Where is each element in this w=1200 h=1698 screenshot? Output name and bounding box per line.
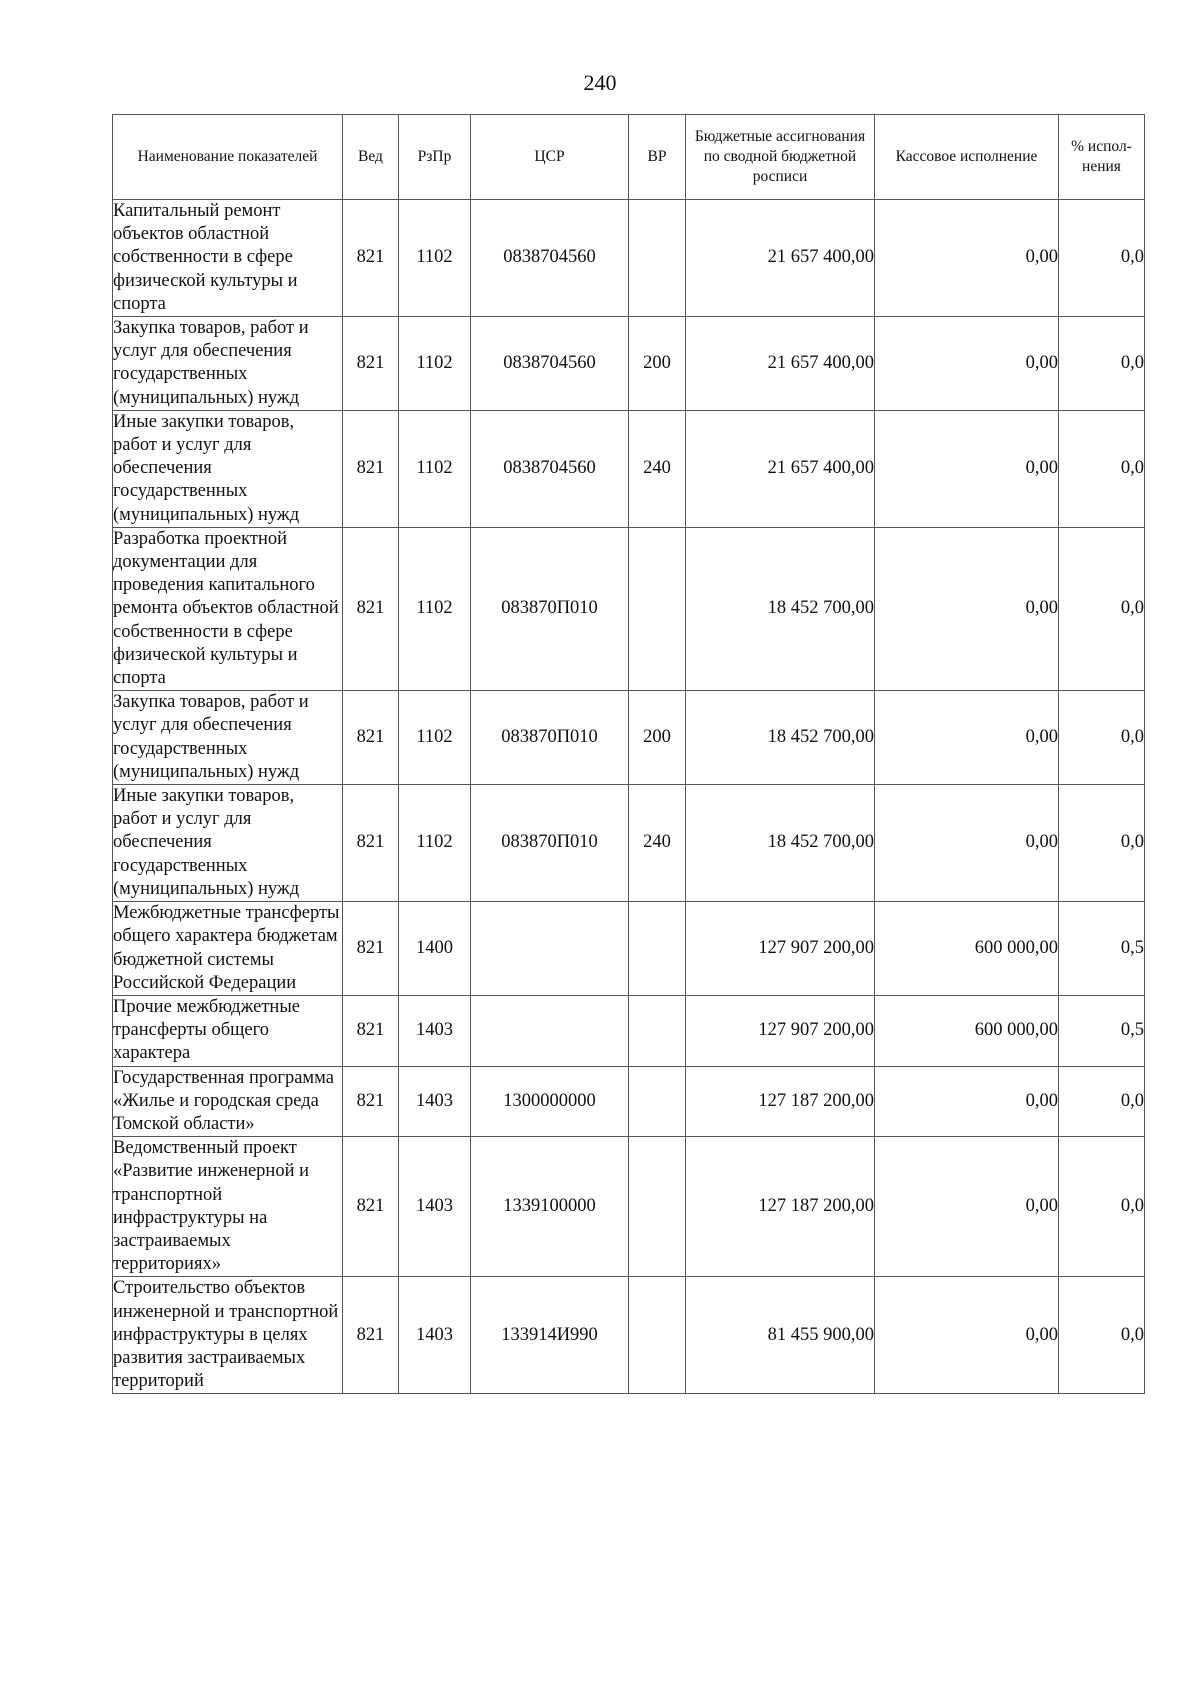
row-budget: 81 455 900,00 <box>686 1277 875 1394</box>
row-vr: 240 <box>629 410 686 527</box>
row-name: Прочие межбюджетные трансферты общего характера <box>113 995 343 1066</box>
row-rzpr: 1102 <box>399 317 471 411</box>
row-vr: 240 <box>629 785 686 902</box>
row-csr: 0838704560 <box>471 200 629 317</box>
row-ved: 821 <box>343 691 399 785</box>
row-name: Закупка товаров, работ и услуг для обеспечения государственных (муниципальных) нужд <box>113 691 343 785</box>
row-name: Государственная программа «Жилье и городская среда Томской области» <box>113 1066 343 1137</box>
row-percent: 0,0 <box>1059 317 1145 411</box>
row-csr: 1300000000 <box>471 1066 629 1137</box>
row-ved: 821 <box>343 1066 399 1137</box>
row-percent: 0,0 <box>1059 1137 1145 1277</box>
row-vr: 200 <box>629 317 686 411</box>
table-row <box>113 200 1145 317</box>
row-ved: 821 <box>343 995 399 1066</box>
row-vr <box>629 902 686 996</box>
table-row <box>113 785 1145 902</box>
row-ved: 821 <box>343 527 399 690</box>
budget-execution-table <box>112 114 1145 1394</box>
row-budget: 18 452 700,00 <box>686 691 875 785</box>
row-csr: 083870П010 <box>471 691 629 785</box>
row-budget: 127 187 200,00 <box>686 1137 875 1277</box>
row-percent: 0,0 <box>1059 1066 1145 1137</box>
header-ved: Вед <box>343 115 399 200</box>
row-vr <box>629 995 686 1066</box>
row-percent: 0,0 <box>1059 410 1145 527</box>
header-vr: ВР <box>629 115 686 200</box>
row-csr: 083870П010 <box>471 527 629 690</box>
row-csr <box>471 902 629 996</box>
row-cash: 0,00 <box>875 527 1059 690</box>
row-ved: 821 <box>343 410 399 527</box>
table-row <box>113 410 1145 527</box>
table-row <box>113 317 1145 411</box>
header-name: Наименование показателей <box>113 115 343 200</box>
row-cash: 600 000,00 <box>875 902 1059 996</box>
row-rzpr: 1403 <box>399 1066 471 1137</box>
table-row <box>113 1137 1145 1277</box>
row-cash: 0,00 <box>875 317 1059 411</box>
row-cash: 0,00 <box>875 200 1059 317</box>
row-budget: 21 657 400,00 <box>686 410 875 527</box>
row-cash: 0,00 <box>875 785 1059 902</box>
row-budget: 127 187 200,00 <box>686 1066 875 1137</box>
row-name: Капитальный ремонт объектов областной собственности в сфере физической культуры и спорта <box>113 200 343 317</box>
row-csr: 133914И990 <box>471 1277 629 1394</box>
row-name: Межбюджетные трансферты общего характера бюджетам бюджетной системы Российской Федерации <box>113 902 343 996</box>
table-row <box>113 902 1145 996</box>
table-row <box>113 691 1145 785</box>
row-budget: 21 657 400,00 <box>686 317 875 411</box>
row-rzpr: 1403 <box>399 1137 471 1277</box>
row-ved: 821 <box>343 317 399 411</box>
row-cash: 0,00 <box>875 1137 1059 1277</box>
row-vr <box>629 1277 686 1394</box>
row-vr: 200 <box>629 691 686 785</box>
row-csr: 1339100000 <box>471 1137 629 1277</box>
row-cash: 0,00 <box>875 1277 1059 1394</box>
row-rzpr: 1102 <box>399 200 471 317</box>
row-percent: 0,5 <box>1059 995 1145 1066</box>
row-rzpr: 1102 <box>399 691 471 785</box>
header-budget: Бюджетные ассигнования по сводной бюджетной росписи <box>686 115 875 200</box>
row-cash: 0,00 <box>875 1066 1059 1137</box>
row-ved: 821 <box>343 902 399 996</box>
row-name: Закупка товаров, работ и услуг для обеспечения государственных (муниципальных) нужд <box>113 317 343 411</box>
row-budget: 127 907 200,00 <box>686 995 875 1066</box>
row-name: Ведомственный проект «Развитие инженерной и транспортной инфраструктуры на застраиваемых территориях» <box>113 1137 343 1277</box>
row-ved: 821 <box>343 1277 399 1394</box>
row-name: Иные закупки товаров, работ и услуг для обеспечения государственных (муниципальных) нужд <box>113 785 343 902</box>
row-rzpr: 1102 <box>399 527 471 690</box>
row-budget: 127 907 200,00 <box>686 902 875 996</box>
row-vr <box>629 1137 686 1277</box>
page-number: 240 <box>583 70 617 95</box>
table-row <box>113 1066 1145 1137</box>
row-cash: 0,00 <box>875 691 1059 785</box>
row-rzpr: 1403 <box>399 1277 471 1394</box>
row-rzpr: 1102 <box>399 785 471 902</box>
row-percent: 0,0 <box>1059 691 1145 785</box>
table-row <box>113 995 1145 1066</box>
row-csr <box>471 995 629 1066</box>
row-percent: 0,0 <box>1059 785 1145 902</box>
table-row <box>113 1277 1145 1394</box>
header-csr: ЦСР <box>471 115 629 200</box>
row-csr: 0838704560 <box>471 410 629 527</box>
table-header-row <box>113 115 1145 200</box>
row-rzpr: 1400 <box>399 902 471 996</box>
row-vr <box>629 1066 686 1137</box>
row-budget: 21 657 400,00 <box>686 200 875 317</box>
table-row <box>113 527 1145 690</box>
row-ved: 821 <box>343 1137 399 1277</box>
row-name: Разработка проектной документации для проведения капитального ремонта объектов областной собственности в сфере физической культуры и спорта <box>113 527 343 690</box>
row-cash: 0,00 <box>875 410 1059 527</box>
row-budget: 18 452 700,00 <box>686 527 875 690</box>
row-percent: 0,0 <box>1059 200 1145 317</box>
row-vr <box>629 527 686 690</box>
row-rzpr: 1102 <box>399 410 471 527</box>
row-percent: 0,0 <box>1059 1277 1145 1394</box>
header-percent: % испол-нения <box>1059 115 1145 200</box>
row-cash: 600 000,00 <box>875 995 1059 1066</box>
row-budget: 18 452 700,00 <box>686 785 875 902</box>
row-rzpr: 1403 <box>399 995 471 1066</box>
row-csr: 0838704560 <box>471 317 629 411</box>
row-vr <box>629 200 686 317</box>
row-name: Строительство объектов инженерной и транспортной инфраструктуры в целях развития застраиваемых территорий <box>113 1277 343 1394</box>
row-percent: 0,5 <box>1059 902 1145 996</box>
row-percent: 0,0 <box>1059 527 1145 690</box>
row-csr: 083870П010 <box>471 785 629 902</box>
row-ved: 821 <box>343 200 399 317</box>
row-name: Иные закупки товаров, работ и услуг для обеспечения государственных (муниципальных) нужд <box>113 410 343 527</box>
header-rzpr: РзПр <box>399 115 471 200</box>
header-cash: Кассовое исполнение <box>875 115 1059 200</box>
row-ved: 821 <box>343 785 399 902</box>
